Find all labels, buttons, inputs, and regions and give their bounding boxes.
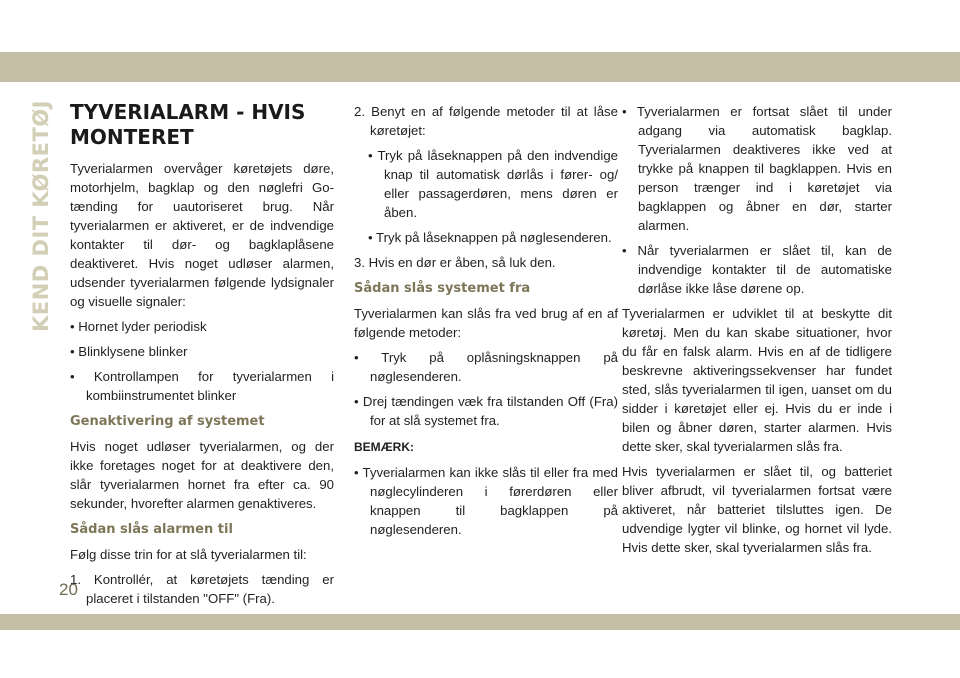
heading-arm: Sådan slås alarmen til [70,522,233,537]
step-item: 3. Hvis en dør er åben, så luk den. [354,255,556,270]
info-bullets-list [622,102,892,298]
list-item: • Kontrollampen for tyverialarmen i kombiinstrumentet blinker [70,369,334,403]
header-band [0,52,960,82]
heading-disarm: Sådan slås systemet fra [354,281,531,296]
list-item: • Tyverialarmen er fortsat slået til under adgang via automatisk bagklap. Tyverialarmen deaktiveres ikke ved at trykke på knappen til bagklappen. Hvis en person trænger ind i køretøjet via bagklappen og åbner en dør, starter alarmen. [622,104,892,233]
heading-rearm: Genaktivering af systemet [70,414,265,429]
column-middle [354,102,618,545]
battery-paragraph: Hvis tyverialarmen er slået til, og batteriet bliver afbrudt, vil tyverialarmen fortsat være aktiveret, når batteriet tilsluttes igen. De udvendige lygter vil blinke, og hornet vil lyde. Hvis dette sker, skal tyverialarmen slås fra. [622,464,892,555]
step-item: 2. Benyt en af følgende metoder til at låse køretøjet: [354,104,618,138]
page-number: 20 [59,580,78,599]
alarm-signals-list [70,317,334,405]
column-left [70,100,334,614]
arm-steps-final [354,253,618,272]
footer-band [0,614,960,630]
false-alarm-paragraph: Tyverialarmen er udviklet til at beskytte dit køretøj. Men du kan skabe situationer, hvor du får en falsk alarm. Hvis en af de tidligere beskrevne aktiveringssekvenser har fundet sted, slås tyverialarmen til igen, uanset om du sidder i køretøjet eller ej. Hvis du er inde i bilen og åbner døren, starter alarmen. Hvis dette sker, skal tyverialarmen slås fra. [622,306,892,454]
arm-paragraph: Følg disse trin for at slå tyverialarmen til: [70,547,307,562]
disarm-paragraph: Tyverialarmen kan slås fra ved brug af en af følgende metoder: [354,306,618,340]
list-item: • Tryk på oplåsningsknappen på nøglesenderen. [354,350,618,384]
lock-methods-list [354,146,618,247]
list-item: • Tyverialarmen kan ikke slås til eller fra med nøglecylinderen i førerdøren eller knappen til bagklappen på nøglesenderen. [354,465,618,537]
list-item: • Tryk på låseknappen på nøglesenderen. [368,230,612,245]
list-item: • Drej tændingen væk fra tilstanden Off (Fra) for at slå systemet fra. [354,394,618,428]
rearm-paragraph: Hvis noget udløser tyverialarmen, og der ikke foretages noget for at deaktivere den, slår tyverialarmen hornet fra efter ca. 90 sekunder, hvorefter alarmen genaktiveres. [70,439,334,511]
arm-steps-continued [354,102,618,140]
list-item: • Hornet lyder periodisk [70,319,207,334]
page-title: TYVERIALARM - HVIS MONTERET [70,100,306,149]
note-label: BEMÆRK: [354,440,414,454]
note-list [354,463,618,539]
column-right [622,102,892,563]
list-item: • Tryk på låseknappen på den indvendige knap til automatisk dørlås i fører- og/ eller passagerdøren, mens døren er åben. [368,148,618,220]
arm-steps-list [70,570,334,608]
list-item: • Når tyverialarmen er slået til, kan de indvendige kontakter til de automatiske dørlåse ikke låse dørene op. [622,243,892,296]
list-item: • Blinklysene blinker [70,344,188,359]
step-item: 1. Kontrollér, at køretøjets tænding er placeret i tilstanden "OFF" (Fra). [70,572,334,606]
disarm-methods-list [354,348,618,430]
section-side-tab: KEND DIT KØRETØJ [29,100,53,332]
intro-paragraph: Tyverialarmen overvåger køretøjets døre, motorhjelm, bagklap og den nøglefri Go-tænding for uautoriseret brug. Når tyverialarmen er aktiveret, er de indvendige kontakter til dør- og bagklaplåsene deaktiveret. Hvis noget udløser alarmen, udsender tyverialarmen følgende lydsignaler og visuelle signaler: [70,161,334,309]
